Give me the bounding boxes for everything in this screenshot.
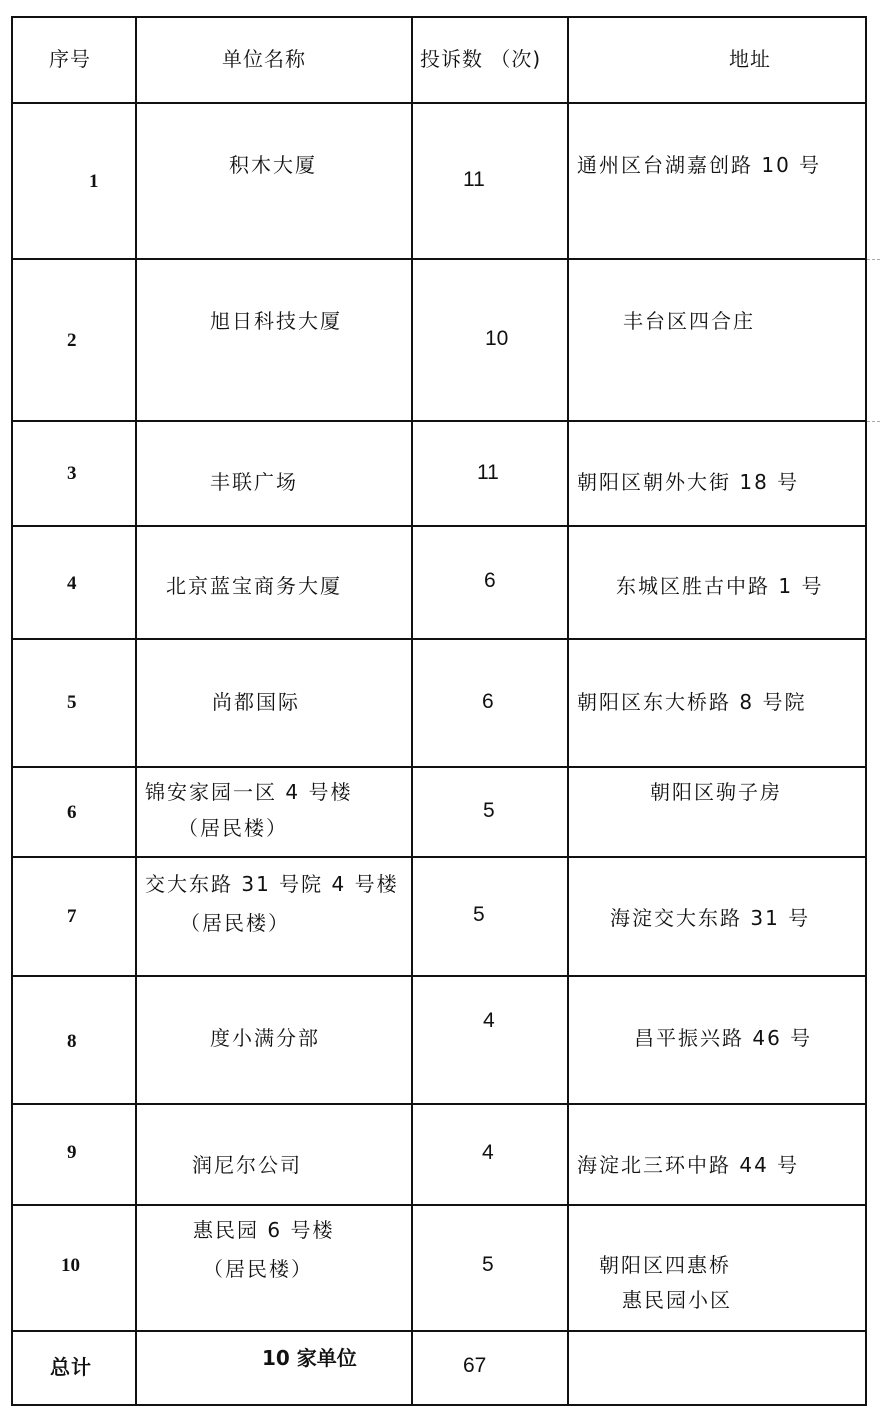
row-address: 东城区胜古中路 1 号 xyxy=(616,574,824,598)
row-unit-name: 锦安家园一区 4 号楼 xyxy=(145,780,353,804)
row-address-line2: 惠民园小区 xyxy=(622,1288,732,1312)
row-unit-name: 交大东路 31 号院 4 号楼 xyxy=(145,872,399,896)
header-index: 序号 xyxy=(49,47,91,71)
row-unit-name: 积木大厦 xyxy=(229,153,317,177)
row-address: 昌平振兴路 46 号 xyxy=(634,1026,813,1050)
row-complaints: 6 xyxy=(482,690,494,713)
row-complaints: 5 xyxy=(473,903,485,926)
row-complaints: 4 xyxy=(482,1141,494,1164)
row-unit-name: 润尼尔公司 xyxy=(192,1153,302,1177)
row-unit-name: 度小满分部 xyxy=(210,1026,320,1050)
row-complaints: 11 xyxy=(477,461,499,484)
row-index: 7 xyxy=(67,906,77,927)
row-unit-name-note: （居民楼） xyxy=(203,1257,313,1281)
row-index: 1 xyxy=(89,171,99,192)
row-unit-name: 尚都国际 xyxy=(212,690,300,714)
row-unit-name-note: （居民楼） xyxy=(178,816,288,840)
row-complaints: 10 xyxy=(485,327,509,350)
row-address: 朝阳区东大桥路 8 号院 xyxy=(577,690,807,714)
row-index: 9 xyxy=(67,1142,77,1163)
row-complaints: 11 xyxy=(463,168,485,191)
row-index: 6 xyxy=(67,802,77,823)
row-index: 3 xyxy=(67,463,77,484)
row-address: 朝阳区驹子房 xyxy=(650,780,782,804)
row-address: 朝阳区朝外大街 18 号 xyxy=(577,470,800,494)
row-unit-name: 旭日科技大厦 xyxy=(210,309,342,333)
row-complaints: 4 xyxy=(483,1009,495,1032)
row-address: 丰台区四合庄 xyxy=(623,309,755,333)
row-index: 5 xyxy=(67,692,77,713)
row-index: 10 xyxy=(61,1255,80,1276)
header-unit-name: 单位名称 xyxy=(222,47,306,71)
total-units: 10 家单位 xyxy=(262,1346,357,1370)
row-index: 2 xyxy=(67,330,77,351)
row-address: 朝阳区四惠桥 xyxy=(599,1253,731,1277)
row-index: 8 xyxy=(67,1031,77,1052)
row-address: 海淀北三环中路 44 号 xyxy=(577,1153,800,1177)
row-complaints: 5 xyxy=(482,1253,494,1276)
row-unit-name: 北京蓝宝商务大厦 xyxy=(166,574,342,598)
row-unit-name-note: （居民楼） xyxy=(180,911,290,935)
row-complaints: 6 xyxy=(484,569,496,592)
row-unit-name: 惠民园 6 号楼 xyxy=(193,1218,335,1242)
row-address: 通州区台湖嘉创路 10 号 xyxy=(577,153,822,177)
row-complaints: 5 xyxy=(483,799,495,822)
header-address: 地址 xyxy=(729,47,771,71)
total-label: 总计 xyxy=(50,1355,92,1379)
row-unit-name: 丰联广场 xyxy=(210,470,298,494)
row-address: 海淀交大东路 31 号 xyxy=(610,906,811,930)
header-complaints: 投诉数 （次) xyxy=(420,47,542,71)
row-index: 4 xyxy=(67,573,77,594)
total-complaints: 67 xyxy=(463,1354,487,1377)
